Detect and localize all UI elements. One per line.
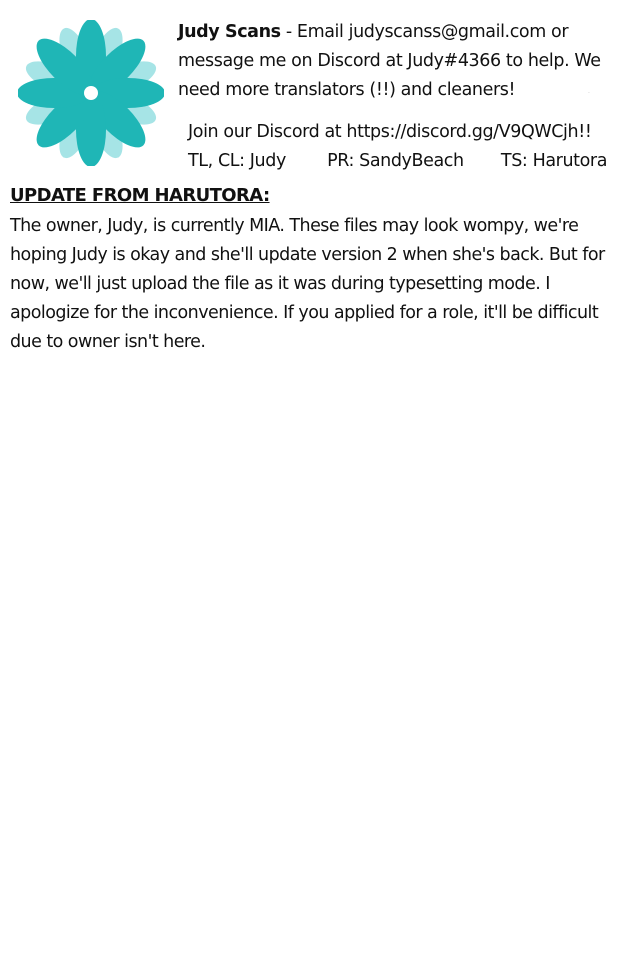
- contact-text: - Email judyscanss@gmail.com or message me on Discord at Judy#4366 to help. We need more translators (!!) and cleaners!: [178, 22, 601, 100]
- staff-roles: [188, 147, 628, 175]
- role-pr: PR: SandyBeach: [327, 151, 464, 171]
- update-heading: UPDATE FROM HARUTORA:: [10, 185, 270, 206]
- stray-mark: ·: [588, 90, 590, 97]
- role-tl-cl: TL, CL: Judy: [188, 151, 286, 171]
- update-body: The owner, Judy, is currently MIA. These files may look wompy, we're hoping Judy is okay and she'll update version 2 when she's back. But for now, we'll just upload the file as it was during typesetting mode. I apologize for the inconvenience. If you applied for a role, it'll be difficult due to owner isn't here.: [10, 216, 605, 352]
- credits-contact: [178, 18, 628, 105]
- brand-name: Judy Scans: [178, 22, 281, 42]
- flower-center: [84, 86, 98, 100]
- teal-flower-icon: [18, 20, 164, 166]
- discord-invite: Join our Discord at https://discord.gg/V9QWCjh!!: [188, 122, 592, 142]
- role-ts: TS: Harutora: [500, 151, 608, 171]
